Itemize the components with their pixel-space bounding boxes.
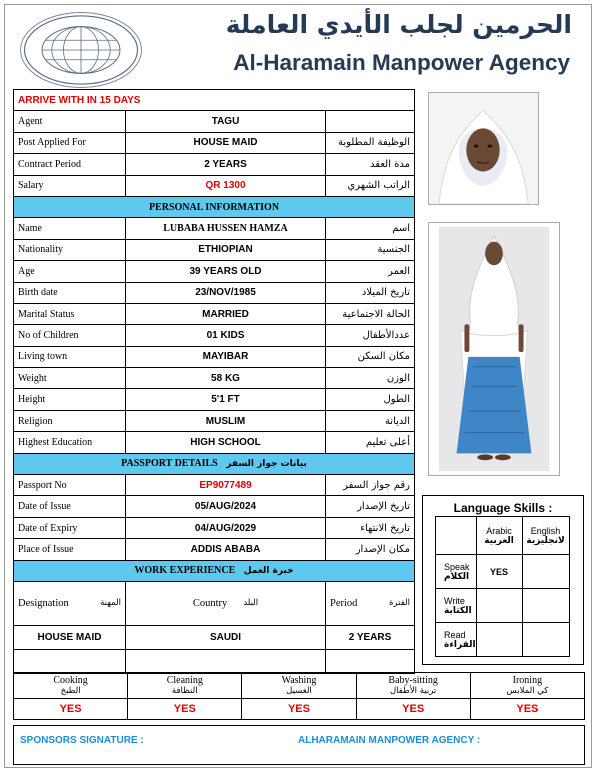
designation-header-arabic: المهنة — [100, 598, 121, 609]
language-row-write — [436, 589, 570, 623]
row-value: MUSLIM — [126, 410, 326, 431]
row-value: 23/NOV/1985 — [126, 282, 326, 303]
table-row — [14, 239, 415, 260]
row-value: 5'1 FT — [126, 389, 326, 410]
applicant-table — [13, 89, 415, 674]
row-label: Weight — [14, 368, 126, 389]
work-row-empty — [14, 649, 415, 673]
full-body-photo-icon — [429, 223, 559, 475]
row-value: HIGH SCHOOL — [126, 432, 326, 453]
table-row — [14, 475, 415, 496]
row-label: Date of Issue — [14, 496, 126, 517]
section-header-passport — [14, 453, 415, 474]
table-row — [14, 389, 415, 410]
section-header-personal — [14, 196, 415, 217]
salary-value: QR 1300 — [126, 175, 326, 196]
row-value: TAGU — [126, 111, 326, 132]
row-label-arabic: الطول — [326, 389, 415, 410]
row-label: Highest Education — [14, 432, 126, 453]
work-designation: HOUSE MAID — [14, 625, 126, 649]
table-row — [14, 282, 415, 303]
skill-cleaning-value: YES — [128, 699, 242, 720]
row-label: Living town — [14, 346, 126, 367]
full-body-photo — [428, 222, 560, 476]
row-value: ADDIS ABABA — [126, 539, 326, 560]
section-title-arabic: بيانات جواز السفر — [226, 459, 307, 470]
speak-arabic-value: YES — [476, 555, 522, 589]
language-skills-title: Language Skills : — [453, 501, 553, 515]
row-label-arabic: الراتب الشهري — [326, 175, 415, 196]
arrive-notice: ARRIVE WITH IN 15 DAYS — [14, 90, 415, 111]
skills-header-row — [14, 673, 585, 699]
row-label-arabic: تاريخ الانتهاء — [326, 517, 415, 538]
row-value: 05/AUG/2024 — [126, 496, 326, 517]
row-value: MARRIED — [126, 303, 326, 324]
table-row — [14, 175, 415, 196]
row-label: Salary — [14, 175, 126, 196]
row-label: Religion — [14, 410, 126, 431]
row-label-arabic: العمر — [326, 261, 415, 282]
table-row — [14, 517, 415, 538]
read-arabic-value — [476, 623, 522, 657]
row-label-arabic: الوظيفة المطلوبة — [326, 132, 415, 153]
row-label-arabic: مدة العقد — [326, 154, 415, 175]
row-value: MAYIBAR — [126, 346, 326, 367]
company-name-arabic: الحرمين لجلب الأيدي العاملة — [225, 10, 572, 39]
english-column-header: English لانجليزية — [522, 517, 569, 555]
skill-cooking-value: YES — [14, 699, 128, 720]
write-english-value — [522, 589, 569, 623]
work-country: SAUDI — [126, 625, 326, 649]
section-title-arabic: خبرة العمل — [243, 566, 294, 577]
table-row — [14, 325, 415, 346]
work-header-row — [14, 581, 415, 625]
work-period: 2 YEARS — [326, 625, 415, 649]
passport-number-value: EP9077489 — [126, 475, 326, 496]
table-row — [14, 346, 415, 367]
row-value: 04/AUG/2029 — [126, 517, 326, 538]
work-row — [14, 625, 415, 649]
skill-ironing-header: Ironing كي الملابس — [470, 673, 584, 699]
company-name-english: Al-Haramain Manpower Agency — [233, 50, 570, 75]
row-label-arabic: تاريخ الإصدار — [326, 496, 415, 517]
table-row — [14, 261, 415, 282]
skill-ironing-value: YES — [470, 699, 584, 720]
row-label: Birth date — [14, 282, 126, 303]
row-label-arabic: الجنسية — [326, 239, 415, 260]
speak-english-value — [522, 555, 569, 589]
table-row — [14, 539, 415, 560]
table-row — [14, 111, 415, 132]
skill-washing-header: Washing الغسيل — [242, 673, 356, 699]
language-header-row — [436, 517, 570, 555]
skill-cleaning-header: Cleaning النظافة — [128, 673, 242, 699]
row-value: 58 KG — [126, 368, 326, 389]
row-label-arabic: عددالأطفال — [326, 325, 415, 346]
table-row — [14, 218, 415, 239]
headshot-photo-icon — [429, 93, 538, 204]
company-logo — [20, 12, 142, 88]
table-row — [14, 432, 415, 453]
row-value: 01 KIDS — [126, 325, 326, 346]
row-value: ETHIOPIAN — [126, 239, 326, 260]
row-label: Passport No — [14, 475, 126, 496]
skills-value-row — [14, 699, 585, 720]
language-skills-box — [422, 495, 584, 665]
row-label-arabic: تاريخ الميلاد — [326, 282, 415, 303]
row-label: Contract Period — [14, 154, 126, 175]
language-row-label: Write الكتابة — [436, 589, 477, 623]
sponsor-signature-label: SPONSORS SIGNATURE : — [20, 735, 144, 746]
language-row-speak — [436, 555, 570, 589]
row-label: Name — [14, 218, 126, 239]
table-row — [14, 303, 415, 324]
row-value: LUBABA HUSSEN HAMZA — [126, 218, 326, 239]
language-row-label: Read القراءة — [436, 623, 477, 657]
country-header: Country — [192, 597, 228, 609]
section-title: PERSONAL INFORMATION — [14, 196, 415, 217]
designation-header: Designation — [18, 597, 69, 609]
row-label: Date of Expiry — [14, 517, 126, 538]
row-label: Nationality — [14, 239, 126, 260]
row-label: Height — [14, 389, 126, 410]
table-row — [14, 368, 415, 389]
skill-babysitting-value: YES — [356, 699, 470, 720]
row-label-arabic: مكان السكن — [326, 346, 415, 367]
language-row-label: Speak الكلام — [436, 555, 477, 589]
period-header-arabic: الفترة — [389, 598, 410, 609]
arrive-row — [14, 90, 415, 111]
arabic-column-header: Arabic العربية — [476, 517, 522, 555]
row-label-arabic: الحالة الاجتماعية — [326, 303, 415, 324]
write-arabic-value — [476, 589, 522, 623]
row-label-arabic: مكان الإصدار — [326, 539, 415, 560]
language-row-read — [436, 623, 570, 657]
row-value: 39 YEARS OLD — [126, 261, 326, 282]
period-header: Period — [330, 597, 358, 609]
row-value: 2 YEARS — [126, 154, 326, 175]
row-label-arabic: الديانة — [326, 410, 415, 431]
table-row — [14, 154, 415, 175]
country-header-arabic: البلد — [243, 598, 259, 609]
table-row — [14, 496, 415, 517]
section-title: WORK EXPERIENCE — [134, 565, 236, 577]
row-label-arabic: اسم — [326, 218, 415, 239]
agency-signature-label: ALHARAMAIN MANPOWER AGENCY : — [298, 735, 481, 746]
read-english-value — [522, 623, 569, 657]
table-row — [14, 410, 415, 431]
globe-logo-icon — [21, 13, 141, 87]
row-label: No of Children — [14, 325, 126, 346]
section-header-work — [14, 560, 415, 581]
skill-washing-value: YES — [242, 699, 356, 720]
row-value: HOUSE MAID — [126, 132, 326, 153]
skills-table — [13, 672, 585, 720]
row-label: Age — [14, 261, 126, 282]
skill-babysitting-header: Baby-sitting تربية الأطفال — [356, 673, 470, 699]
row-label-arabic: الوزن — [326, 368, 415, 389]
row-label-arabic — [326, 111, 415, 132]
table-row — [14, 132, 415, 153]
language-table — [435, 516, 570, 657]
row-label-arabic: أعلى تعليم — [326, 432, 415, 453]
row-label: Place of Issue — [14, 539, 126, 560]
section-title: PASSPORT DETAILS — [121, 458, 218, 470]
row-label: Post Applied For — [14, 132, 126, 153]
row-label: Agent — [14, 111, 126, 132]
signature-box — [13, 725, 585, 765]
skill-cooking-header: Cooking الطبخ — [14, 673, 128, 699]
row-label-arabic: رقم جواز السفر — [326, 475, 415, 496]
row-label: Marital Status — [14, 303, 126, 324]
passport-photo — [428, 92, 539, 205]
